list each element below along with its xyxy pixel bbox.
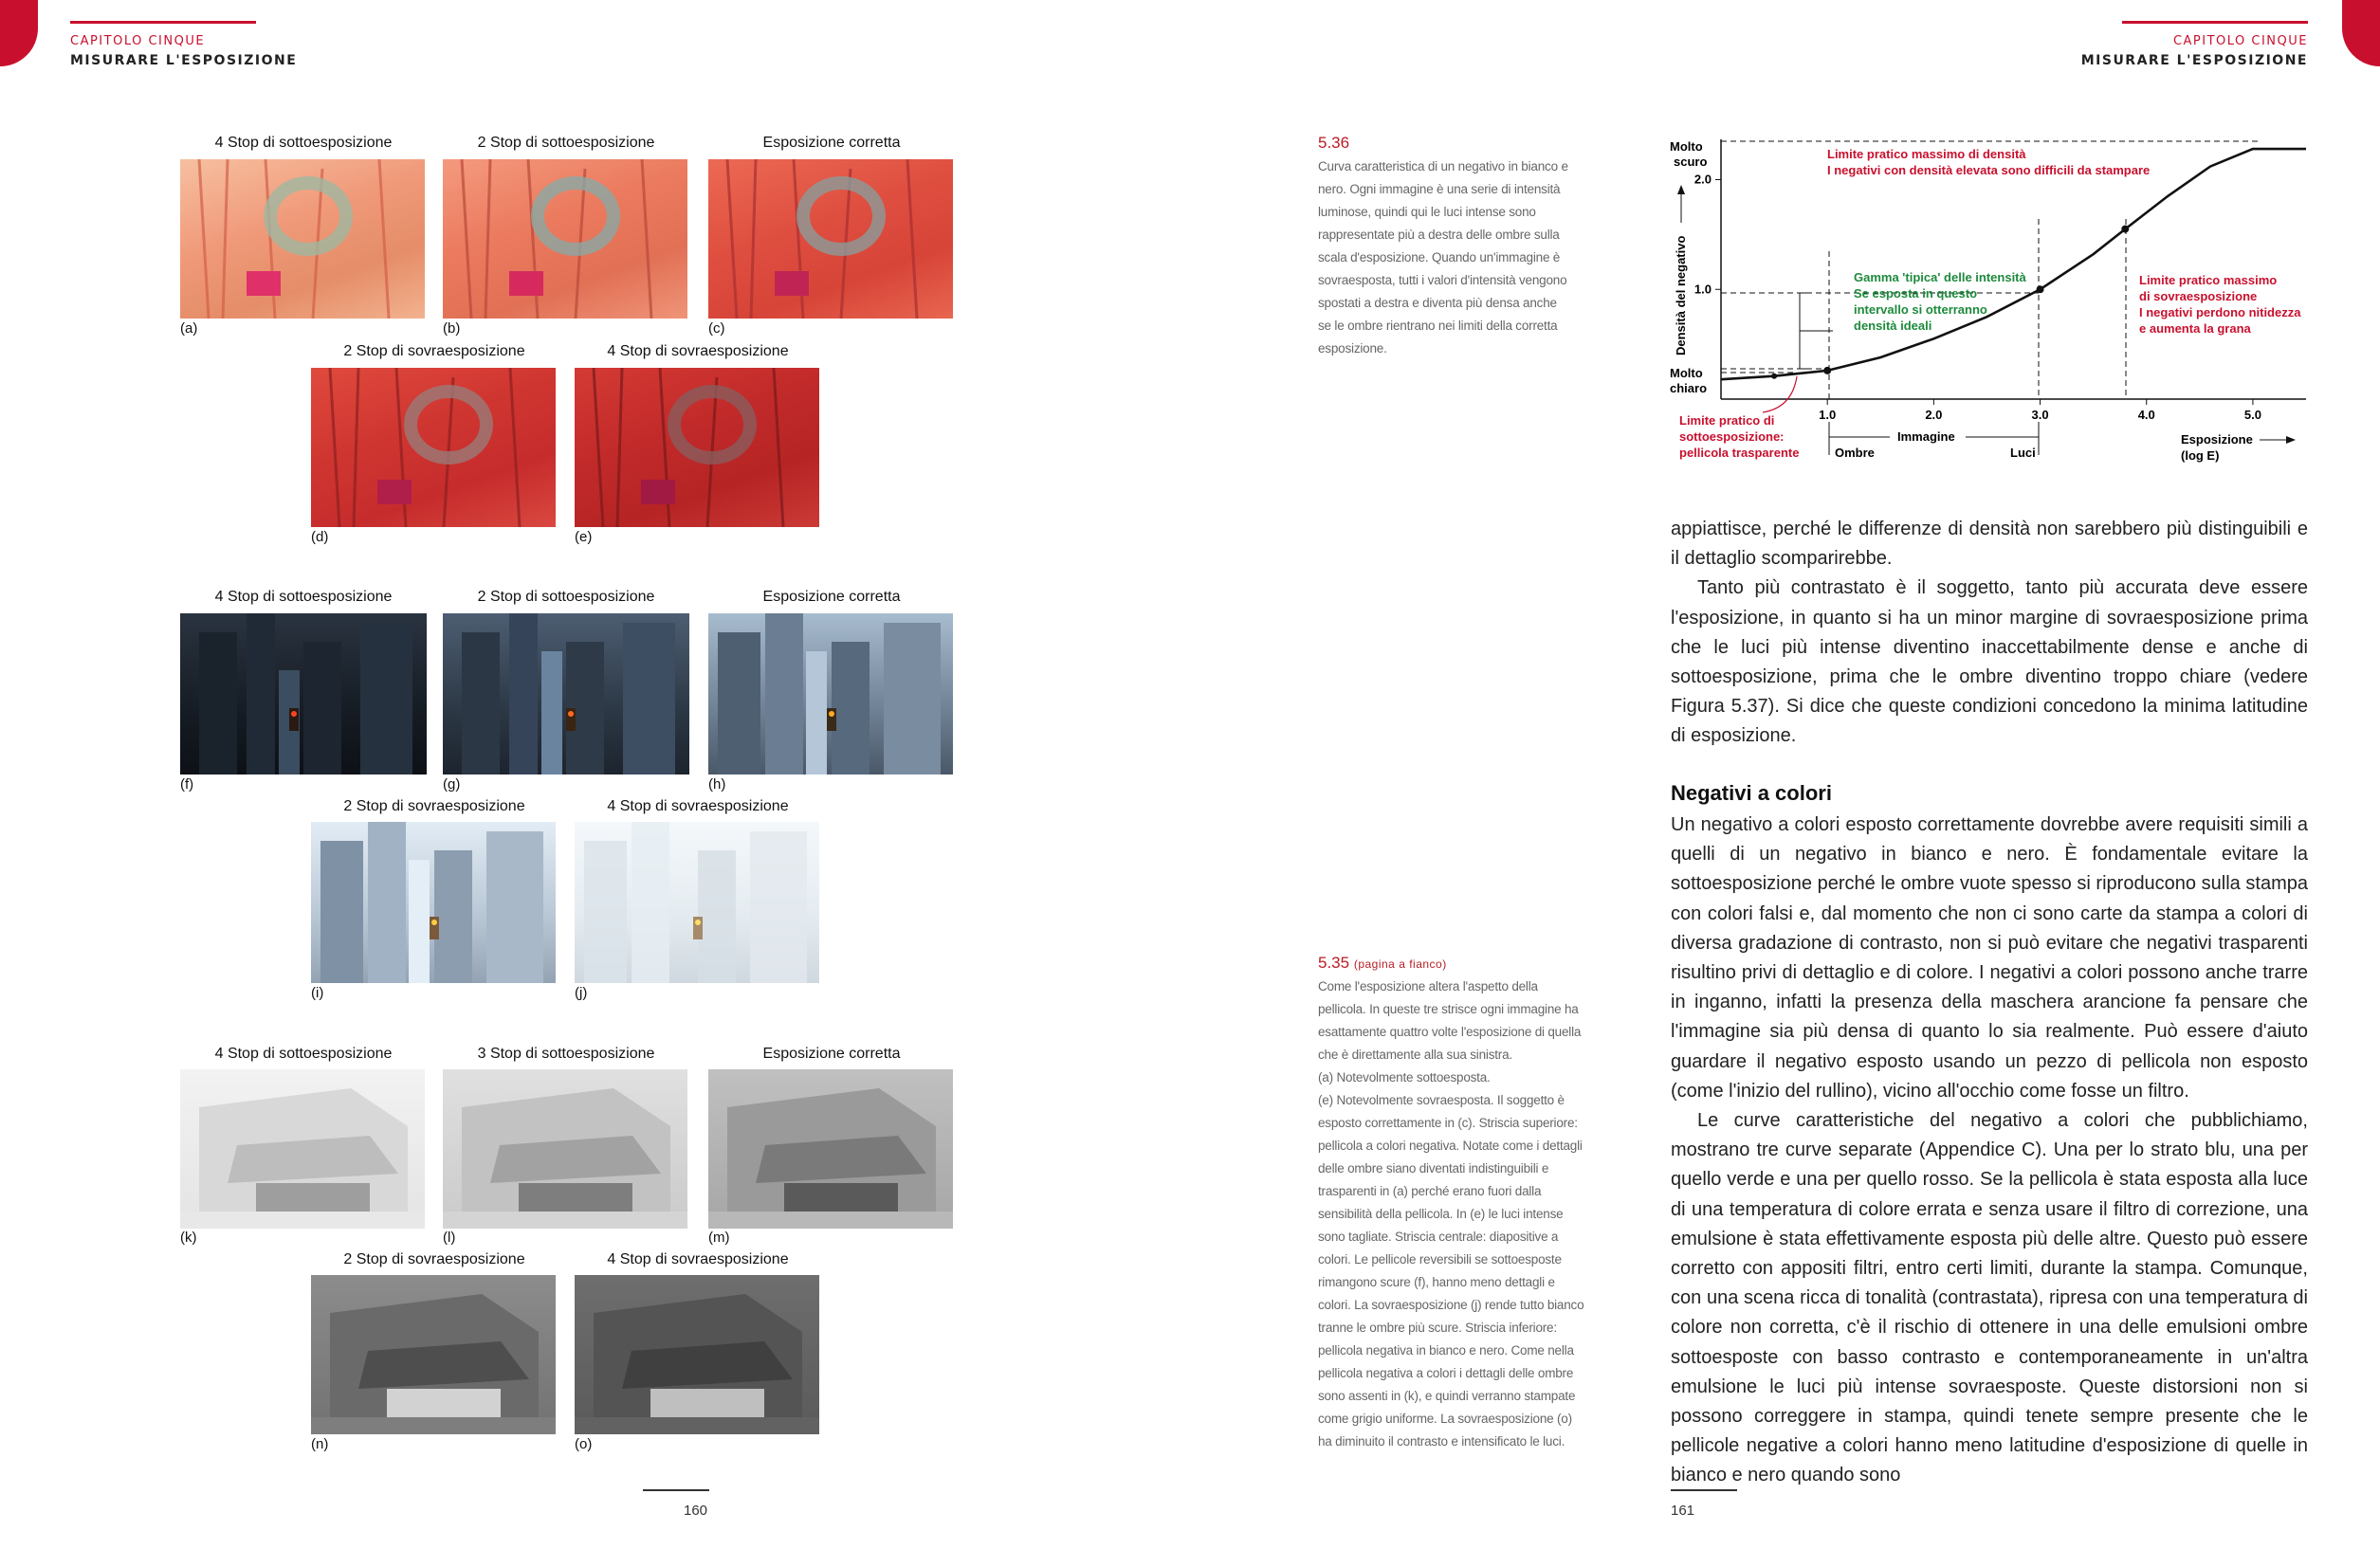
- right-corner-tab: [2342, 0, 2380, 66]
- caption-535-line: esattamente quattro volte l'esposizione di quella: [1318, 1025, 1582, 1039]
- gamma-annotation-1: Gamma 'tipica' delle intensità: [1854, 270, 2026, 284]
- caption-535-line: tranne le ombre più scure. Striscia inferiore:: [1318, 1321, 1557, 1335]
- caption-536-line: esposizione.: [1318, 341, 1387, 355]
- label-f: (f): [180, 776, 194, 793]
- photo-b-red-negative: [443, 159, 687, 319]
- photo-g-city-slide: [443, 613, 689, 774]
- body-column-top: [1671, 515, 2308, 752]
- y-tick-label: 1.0: [1693, 282, 1712, 297]
- left-header-chapter: CAPITOLO CINQUE: [70, 34, 206, 48]
- photo-f-city-slide: [180, 613, 427, 774]
- caption-535-line: sono assenti in (k), e quindi verranno stampate: [1318, 1389, 1576, 1403]
- photo-j-city-slide: [575, 822, 819, 983]
- strip1-label-c: Esposizione corretta: [762, 135, 901, 151]
- label-i: (i): [311, 985, 324, 1001]
- curve-marker-underexposure: [1771, 374, 1777, 379]
- strip1-label-d: 2 Stop di sovraesposizione: [343, 343, 525, 359]
- caption-536-line: sovraesposta, tutti i valori d'intensità vengono: [1318, 273, 1567, 287]
- strip1-label-a: 4 Stop di sottoesposizione: [214, 135, 393, 151]
- caption-535-line: che è direttamente alla sua sinistra.: [1318, 1048, 1512, 1062]
- x-tick-label: 2.0: [1925, 408, 1943, 422]
- strip1-label-b: 2 Stop di sottoesposizione: [477, 135, 655, 151]
- caption-535-line: (e) Notevolmente sovraesposta. Il soggetto è: [1318, 1093, 1565, 1107]
- label-k: (k): [180, 1230, 197, 1246]
- section-heading-color-negatives: Negativi a colori: [1671, 781, 1832, 805]
- photo-h-city-slide: [708, 613, 953, 774]
- y-bottom-label-2: chiaro: [1670, 381, 1708, 395]
- shadows-label: Ombre: [1835, 446, 1875, 460]
- strip3-label-m: Esposizione corretta: [762, 1046, 901, 1062]
- characteristic-curve-chart: [1664, 128, 2318, 469]
- caption-535-line: pellicola negativa in bianco e nero. Come nella: [1318, 1343, 1574, 1358]
- strip2-label-i: 2 Stop di sovraesposizione: [343, 798, 525, 814]
- label-j: (j): [575, 985, 588, 1001]
- strip2-label-h: Esposizione corretta: [762, 589, 901, 605]
- caption-535-num: 5.35: [1318, 954, 1350, 972]
- underexposure-annotation-3: pellicola trasparente: [1679, 446, 1800, 460]
- x-axis-title-1: Esposizione: [2181, 432, 2253, 446]
- x-tick-label: 1.0: [1819, 408, 1837, 422]
- x-tick-label: 5.0: [2243, 408, 2261, 422]
- label-h: (h): [708, 776, 726, 793]
- characteristic-curve-line: [1721, 149, 2306, 379]
- photo-d-red-negative: [311, 368, 556, 527]
- x-axis-title-arrowhead: [2286, 436, 2296, 444]
- max-density-annotation-2: I negativi con densità elevata sono difficili da stampare: [1827, 163, 2151, 177]
- underexposure-annotation-1: Limite pratico di: [1679, 413, 1775, 428]
- y-tick-label: 2.0: [1693, 172, 1712, 187]
- caption-536-number: 5.36: [1318, 134, 1350, 152]
- left-header-rule: [70, 21, 256, 24]
- caption-535-line: sono tagliate. Striscia centrale: diapositive a: [1318, 1230, 1559, 1244]
- max-overexposure-annotation-2: di sovraesposizione: [2139, 289, 2258, 303]
- gamma-annotation-2: Se esposta in questo: [1854, 286, 1978, 301]
- caption-535-line: pellicola. In queste tre strisce ogni immagine ha: [1318, 1002, 1579, 1016]
- image-range-label: Immagine: [1897, 429, 1955, 444]
- caption-536-line: nero. Ogni immagine è una serie di intensità: [1318, 182, 1561, 196]
- left-header-title: MISURARE L'ESPOSIZIONE: [70, 53, 298, 68]
- strip1-label-e: 4 Stop di sovraesposizione: [607, 343, 789, 359]
- caption-535-line: ha diminuito il contrasto e intensificato le luci.: [1318, 1434, 1565, 1449]
- max-overexposure-annotation-4: e aumenta la grana: [2139, 321, 2251, 336]
- caption-535-number: [1318, 954, 1447, 973]
- right-header-rule: [2122, 21, 2308, 24]
- gamma-annotation-3: intervallo si otterranno: [1854, 302, 1987, 317]
- caption-535-line: esposto correttamente in (c). Striscia superiore:: [1318, 1116, 1578, 1130]
- caption-536-line: Curva caratteristica di un negativo in bianco e: [1318, 159, 1568, 173]
- caption-536-line: se le ombre rientrano nei limiti della corretta: [1318, 319, 1558, 333]
- photo-a-red-negative: [180, 159, 425, 319]
- caption-535-line: colori. Le pellicole reversibili se sottoesposte: [1318, 1252, 1562, 1267]
- label-l: (l): [443, 1230, 456, 1246]
- label-e: (e): [575, 529, 593, 545]
- caption-536-body: [1318, 155, 1602, 360]
- y-axis-title-arrowhead: [1677, 185, 1685, 194]
- body-paragraph-2: Tanto più contrastato è il soggetto, tanto più accurata deve essere l'esposizione, in quanto si ha un minor margine di sovraesposizione prima che le luci più intense diventino inaccettabilmente dense e anche di sottoesposizione, prima che le ombre diventino troppo chiare (vedere Figura 5.37). Si dice che queste condizioni concedono la minima latitudine di esposizione.: [1671, 577, 2308, 747]
- caption-536-line: rappresentate più a destra delle ombre sulla: [1318, 228, 1560, 242]
- y-ticks: [1694, 173, 1721, 297]
- strip3-label-o: 4 Stop di sovraesposizione: [607, 1251, 789, 1267]
- max-overexposure-annotation-1: Limite pratico massimo: [2139, 273, 2278, 287]
- left-folio-rule: [643, 1489, 709, 1491]
- caption-535-line: (a) Notevolmente sottoesposta.: [1318, 1070, 1491, 1084]
- label-b: (b): [443, 320, 461, 337]
- max-density-annotation-1: Limite pratico massimo di densità: [1827, 147, 2026, 161]
- y-bottom-label-1: Molto: [1670, 366, 1703, 380]
- chart-static-layer: [1670, 139, 2306, 463]
- y-top-label-1: Molto: [1670, 139, 1703, 154]
- body-paragraph-4: Le curve caratteristiche del negativo a colori che pubblichiamo, mostrano tre curve separate (Appendice C). Una per lo strato blu, una per quello verde e una per quello rosso. Se la pellicola è stata esposta alla luce di una temperatura di colore errata e senza usare il filtro di correzione, una emulsione è stata effettivamente esposta più delle altre. Questo può essere corretto con appositi filtri, entro certi limiti, durante la stampa. Comunque, con una scena ricca di tonalità (contrastata), ripresa con una temperatura di colore non corretta, c'è il rischio di ottenere in una delle emulsioni ombre sottoesposte con basso contrasto e contemporaneamente in un'altra emulsione le luci più intense sovraesposte. Queste distorsioni non si possono correggere in stampa, quindi tenete sempre presente che le pellicole negative a colori hanno meno latitudine d'esposizione di quelle in bianco e nero quando sono: [1671, 1110, 2308, 1486]
- x-axis-title-2: (log E): [2181, 448, 2220, 463]
- caption-535-line: pellicola negativa a colori i dettagli delle ombre: [1318, 1366, 1574, 1380]
- x-ticks: [1819, 399, 2261, 422]
- caption-536-line: spostati a destra e diventa più densa anche: [1318, 296, 1557, 310]
- photo-i-city-slide: [311, 822, 556, 983]
- label-g: (g): [443, 776, 461, 793]
- left-corner-tab: [0, 0, 38, 66]
- strip2-label-g: 2 Stop di sottoesposizione: [477, 589, 655, 605]
- photo-k-bw-negative: [180, 1069, 425, 1229]
- x-tick-label: 4.0: [2137, 408, 2155, 422]
- photo-n-bw-negative: [311, 1275, 556, 1434]
- caption-535-line: rimangono scure (f), hanno meno dettagli e: [1318, 1275, 1555, 1289]
- label-a: (a): [180, 320, 198, 337]
- right-page-number: 161: [1671, 1503, 1695, 1519]
- curve-marker-0: [1823, 367, 1831, 374]
- caption-536-line: scala d'esposizione. Quando un'immagine è: [1318, 250, 1561, 264]
- label-o: (o): [575, 1436, 593, 1452]
- curve-marker-1: [2037, 285, 2044, 293]
- caption-535-line: come grigio uniforme. La sovraesposizione (o): [1318, 1412, 1572, 1426]
- max-overexposure-annotation-3: I negativi perdono nitidezza: [2139, 305, 2301, 319]
- y-axis-title: Densità del negativo: [1674, 235, 1688, 355]
- caption-535-line: Come l'esposizione altera l'aspetto della: [1318, 979, 1538, 993]
- body-column-bottom: [1671, 811, 2308, 1491]
- strip3-label-l: 3 Stop di sottoesposizione: [477, 1046, 655, 1062]
- photo-c-red-negative: [708, 159, 953, 319]
- right-header-title: MISURARE L'ESPOSIZIONE: [2080, 53, 2308, 68]
- right-header-chapter: CAPITOLO CINQUE: [2172, 34, 2308, 48]
- caption-536-line: luminose, quindi qui le luci intense sono: [1318, 205, 1536, 219]
- y-top-label-2: scuro: [1674, 155, 1708, 169]
- photo-m-bw-negative: [708, 1069, 953, 1229]
- photo-o-bw-negative: [575, 1275, 819, 1434]
- x-tick-label: 3.0: [2031, 408, 2049, 422]
- label-n: (n): [311, 1436, 329, 1452]
- caption-535-line: pellicola a colori negativa. Notate come i dettagli: [1318, 1139, 1583, 1153]
- label-m: (m): [708, 1230, 730, 1246]
- caption-535-line: sensibilità della pellicola. In (e) le luci intense: [1318, 1207, 1564, 1221]
- photo-e-red-negative: [575, 368, 819, 527]
- left-page-number: 160: [684, 1503, 708, 1519]
- gamma-annotation-4: densità ideali: [1854, 319, 1932, 333]
- strip2-label-j: 4 Stop di sovraesposizione: [607, 798, 789, 814]
- strip3-label-k: 4 Stop di sottoesposizione: [214, 1046, 393, 1062]
- label-c: (c): [708, 320, 725, 337]
- body-paragraph-3: Un negativo a colori esposto correttamente dovrebbe avere requisiti simili a quelli di un negativo in bianco e nero. È fondamentale evitare la sottoesposizione perché le ombre vuote spesso si riproducono sulla stampa con colori falsi e, dal momento che non ci sono carte da stampa a colori di diversa gradazione di contrasto, non si può evitare che negativi trasparenti risultino privi di dettaglio e di colore. I negativi a colori possono anche trarre in inganno, infatti la presenza della maschera arancione fa pensare che l'immagine sia più densa di quanto lo sia realmente. Può essere d'aiuto guardare il negativo esposto usando un pezzo di pellicola non esposto (come l'inizio del rullino), vicino all'occhio come fosse un filtro.: [1671, 814, 2308, 1102]
- caption-535-line: colori. La sovraesposizione (j) rende tutto bianco: [1318, 1298, 1584, 1312]
- caption-535-line: delle ombre siano diventati indistinguibili e: [1318, 1161, 1549, 1175]
- strip3-label-n: 2 Stop di sovraesposizione: [343, 1251, 525, 1267]
- body-paragraph-1: appiattisce, perché le differenze di densità non sarebbero più distinguibili e il dettaglio scomparirebbe.: [1671, 519, 2308, 570]
- curve-marker-2: [2121, 226, 2129, 233]
- underexposure-annotation-2: sottoesposizione:: [1679, 429, 1785, 444]
- strip2-label-f: 4 Stop di sottoesposizione: [214, 589, 393, 605]
- right-folio-rule: [1671, 1489, 1737, 1491]
- photo-l-bw-negative: [443, 1069, 687, 1229]
- caption-535-body: [1318, 975, 1612, 1453]
- underexposure-pointer: [1763, 376, 1797, 412]
- highlights-label: Luci: [2010, 446, 2036, 460]
- caption-535-line: trasparenti in (a) perché erano fuori dalla: [1318, 1184, 1542, 1198]
- label-d: (d): [311, 529, 329, 545]
- caption-535-suffix: (pagina a fianco): [1353, 957, 1447, 971]
